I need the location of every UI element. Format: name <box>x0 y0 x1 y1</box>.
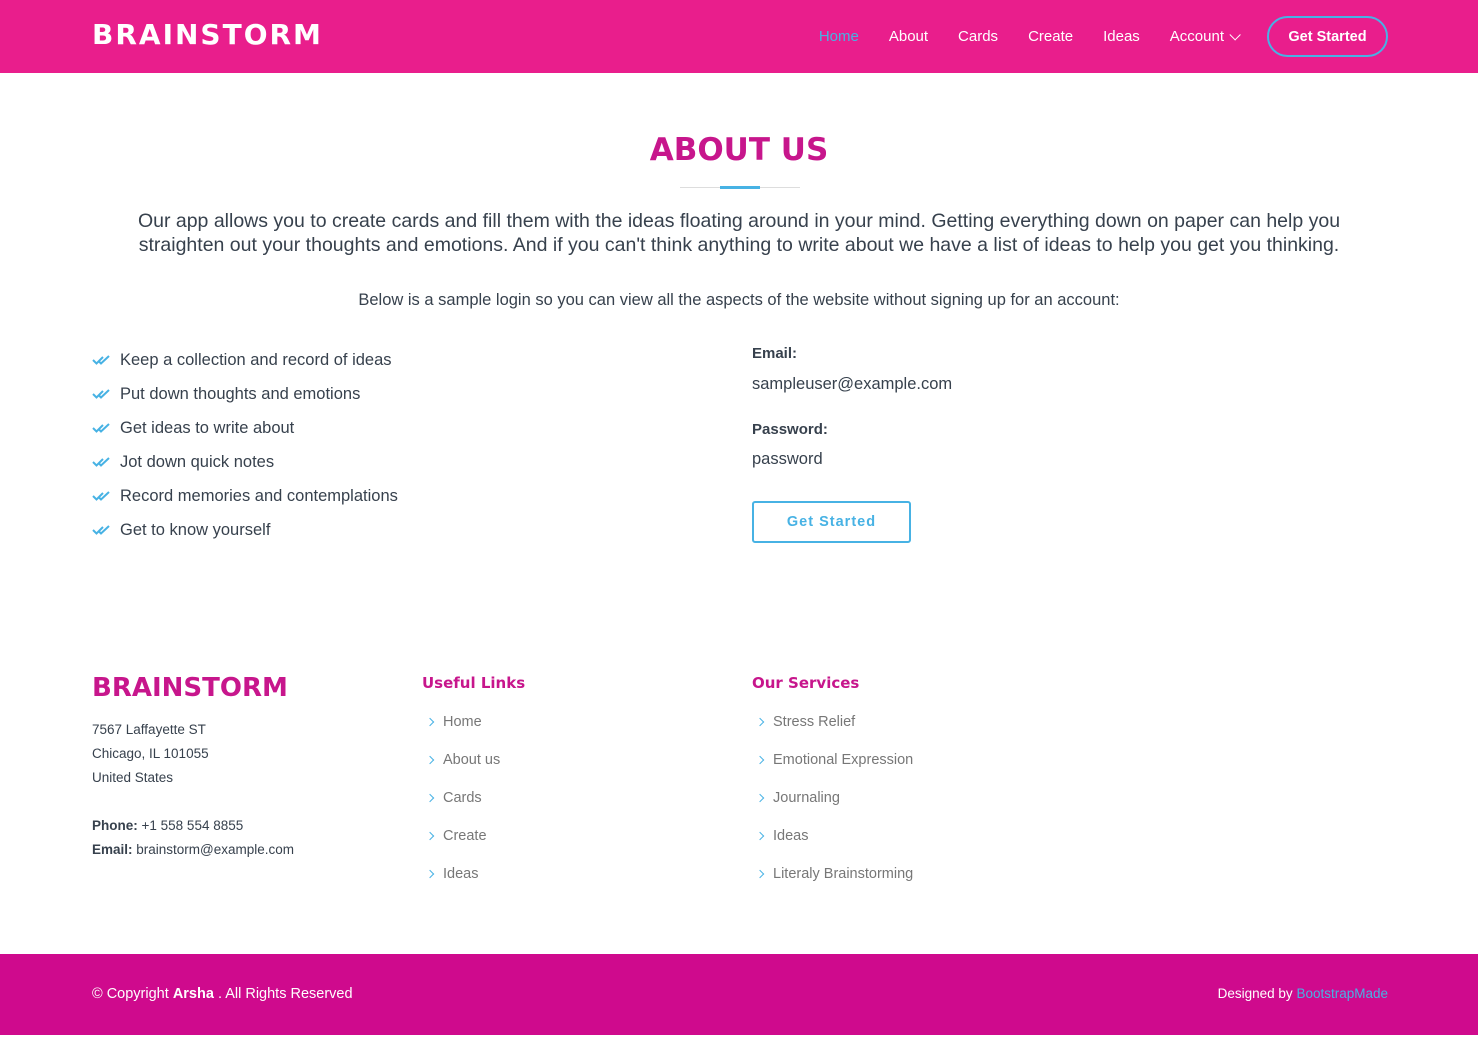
feature-text: Record memories and contemplations <box>120 486 398 505</box>
feature-text: Keep a collection and record of ideas <box>120 350 392 369</box>
get-started-button[interactable]: Get Started <box>752 501 911 543</box>
service-label: Emotional Expression <box>773 752 914 768</box>
chevron-right-icon <box>426 718 434 726</box>
section-title: ABOUT US <box>649 132 829 168</box>
chevron-right-icon <box>756 756 764 764</box>
feature-item <box>92 479 398 513</box>
password-label: Password: <box>752 421 828 438</box>
footer-phone <box>92 814 294 838</box>
feature-item <box>92 343 398 377</box>
service-brainstorming[interactable] <box>752 855 913 893</box>
address-line: United States <box>92 770 174 785</box>
service-label: Ideas <box>773 828 809 844</box>
footer-link-cards[interactable] <box>422 779 500 817</box>
double-check-icon <box>92 388 111 400</box>
double-check-icon <box>92 490 111 502</box>
phone-label: Phone: <box>92 818 138 833</box>
copyright-suffix: . All Rights Reserved <box>217 986 353 1002</box>
double-check-icon <box>92 524 111 536</box>
nav-ideas[interactable]: Ideas <box>1103 28 1140 45</box>
chevron-right-icon <box>426 832 434 840</box>
feature-list <box>92 343 398 547</box>
sample-login-note: Below is a sample login so you can view all the aspects of the website without signing up for an account: <box>358 291 1120 309</box>
designed-by-label: Designed by <box>1217 986 1293 1001</box>
service-stress-relief[interactable] <box>752 703 913 741</box>
chevron-right-icon <box>756 718 764 726</box>
footer-link-create[interactable] <box>422 817 500 855</box>
useful-links-title: Useful Links <box>422 674 526 692</box>
nav-cards[interactable]: Cards <box>958 28 999 45</box>
site-header <box>0 0 1478 73</box>
nav-about[interactable]: About <box>888 28 929 45</box>
double-check-icon <box>92 456 111 468</box>
chevron-right-icon <box>756 870 764 878</box>
service-label: Literaly Brainstorming <box>773 866 914 882</box>
email-label: Email: <box>752 345 798 362</box>
nav-home[interactable]: Home <box>818 28 859 45</box>
service-journaling[interactable] <box>752 779 913 817</box>
address-line: Chicago, IL 101055 <box>92 746 209 761</box>
double-check-icon <box>92 422 111 434</box>
service-emotional-expression[interactable] <box>752 741 913 779</box>
chevron-right-icon <box>426 870 434 878</box>
footer-link-home[interactable] <box>422 703 500 741</box>
feature-text: Put down thoughts and emotions <box>120 384 361 403</box>
footer-address <box>92 718 209 790</box>
service-ideas[interactable] <box>752 817 913 855</box>
main-nav <box>789 16 1388 57</box>
credits <box>1218 986 1388 1001</box>
email-value: sampleuser@example.com <box>752 375 953 393</box>
chevron-right-icon <box>756 832 764 840</box>
feature-item <box>92 411 398 445</box>
email-value: brainstorm@example.com <box>136 842 295 857</box>
designer-link[interactable]: BootstrapMade <box>1296 986 1388 1001</box>
phone-value: +1 558 554 8855 <box>141 818 244 833</box>
footer-link-label: About us <box>443 752 501 768</box>
service-label: Stress Relief <box>773 714 856 730</box>
nav-create[interactable]: Create <box>1028 28 1074 45</box>
feature-text: Jot down quick notes <box>120 452 275 471</box>
feature-item <box>92 377 398 411</box>
service-label: Journaling <box>773 790 840 806</box>
footer-link-label: Create <box>443 828 487 844</box>
copyright <box>92 986 353 1002</box>
feature-text: Get to know yourself <box>120 520 271 539</box>
chevron-right-icon <box>426 756 434 764</box>
nav-account[interactable] <box>1170 28 1237 45</box>
footer-link-label: Cards <box>443 790 482 806</box>
double-check-icon <box>92 354 111 366</box>
title-divider-accent <box>720 186 760 189</box>
site-logo[interactable]: BRAINSTORM <box>92 18 323 51</box>
copyright-prefix: © Copyright <box>92 986 169 1002</box>
copyright-brand: Arsha <box>172 986 214 1002</box>
header-get-started-button[interactable]: Get Started <box>1267 16 1388 57</box>
useful-links-list <box>422 703 500 893</box>
email-label: Email: <box>92 842 133 857</box>
footer-logo: BRAINSTORM <box>92 673 288 703</box>
footer-contact <box>92 814 294 862</box>
footer-bottom <box>0 954 1478 1035</box>
feature-text: Get ideas to write about <box>120 418 295 437</box>
footer-link-label: Ideas <box>443 866 479 882</box>
address-line: 7567 Laffayette ST <box>92 722 206 737</box>
password-value: password <box>752 450 823 468</box>
footer-link-about[interactable] <box>422 741 500 779</box>
about-intro: Our app allows you to create cards and fill them with the ideas floating around in your mind. Getting everything down on paper can help you straighten out your thoughts and emotions. And if you can't think anything to write about we have a list of ideas to help you get you thinking. <box>137 210 1341 256</box>
chevron-right-icon <box>426 794 434 802</box>
feature-item <box>92 513 398 547</box>
services-list <box>752 703 913 893</box>
footer-link-ideas[interactable] <box>422 855 500 893</box>
services-title: Our Services <box>752 674 860 692</box>
footer-email <box>92 838 294 862</box>
footer-link-label: Home <box>443 714 482 730</box>
nav-account-label: Account <box>1169 28 1224 45</box>
chevron-down-icon <box>1229 29 1240 40</box>
feature-item <box>92 445 398 479</box>
chevron-right-icon <box>756 794 764 802</box>
